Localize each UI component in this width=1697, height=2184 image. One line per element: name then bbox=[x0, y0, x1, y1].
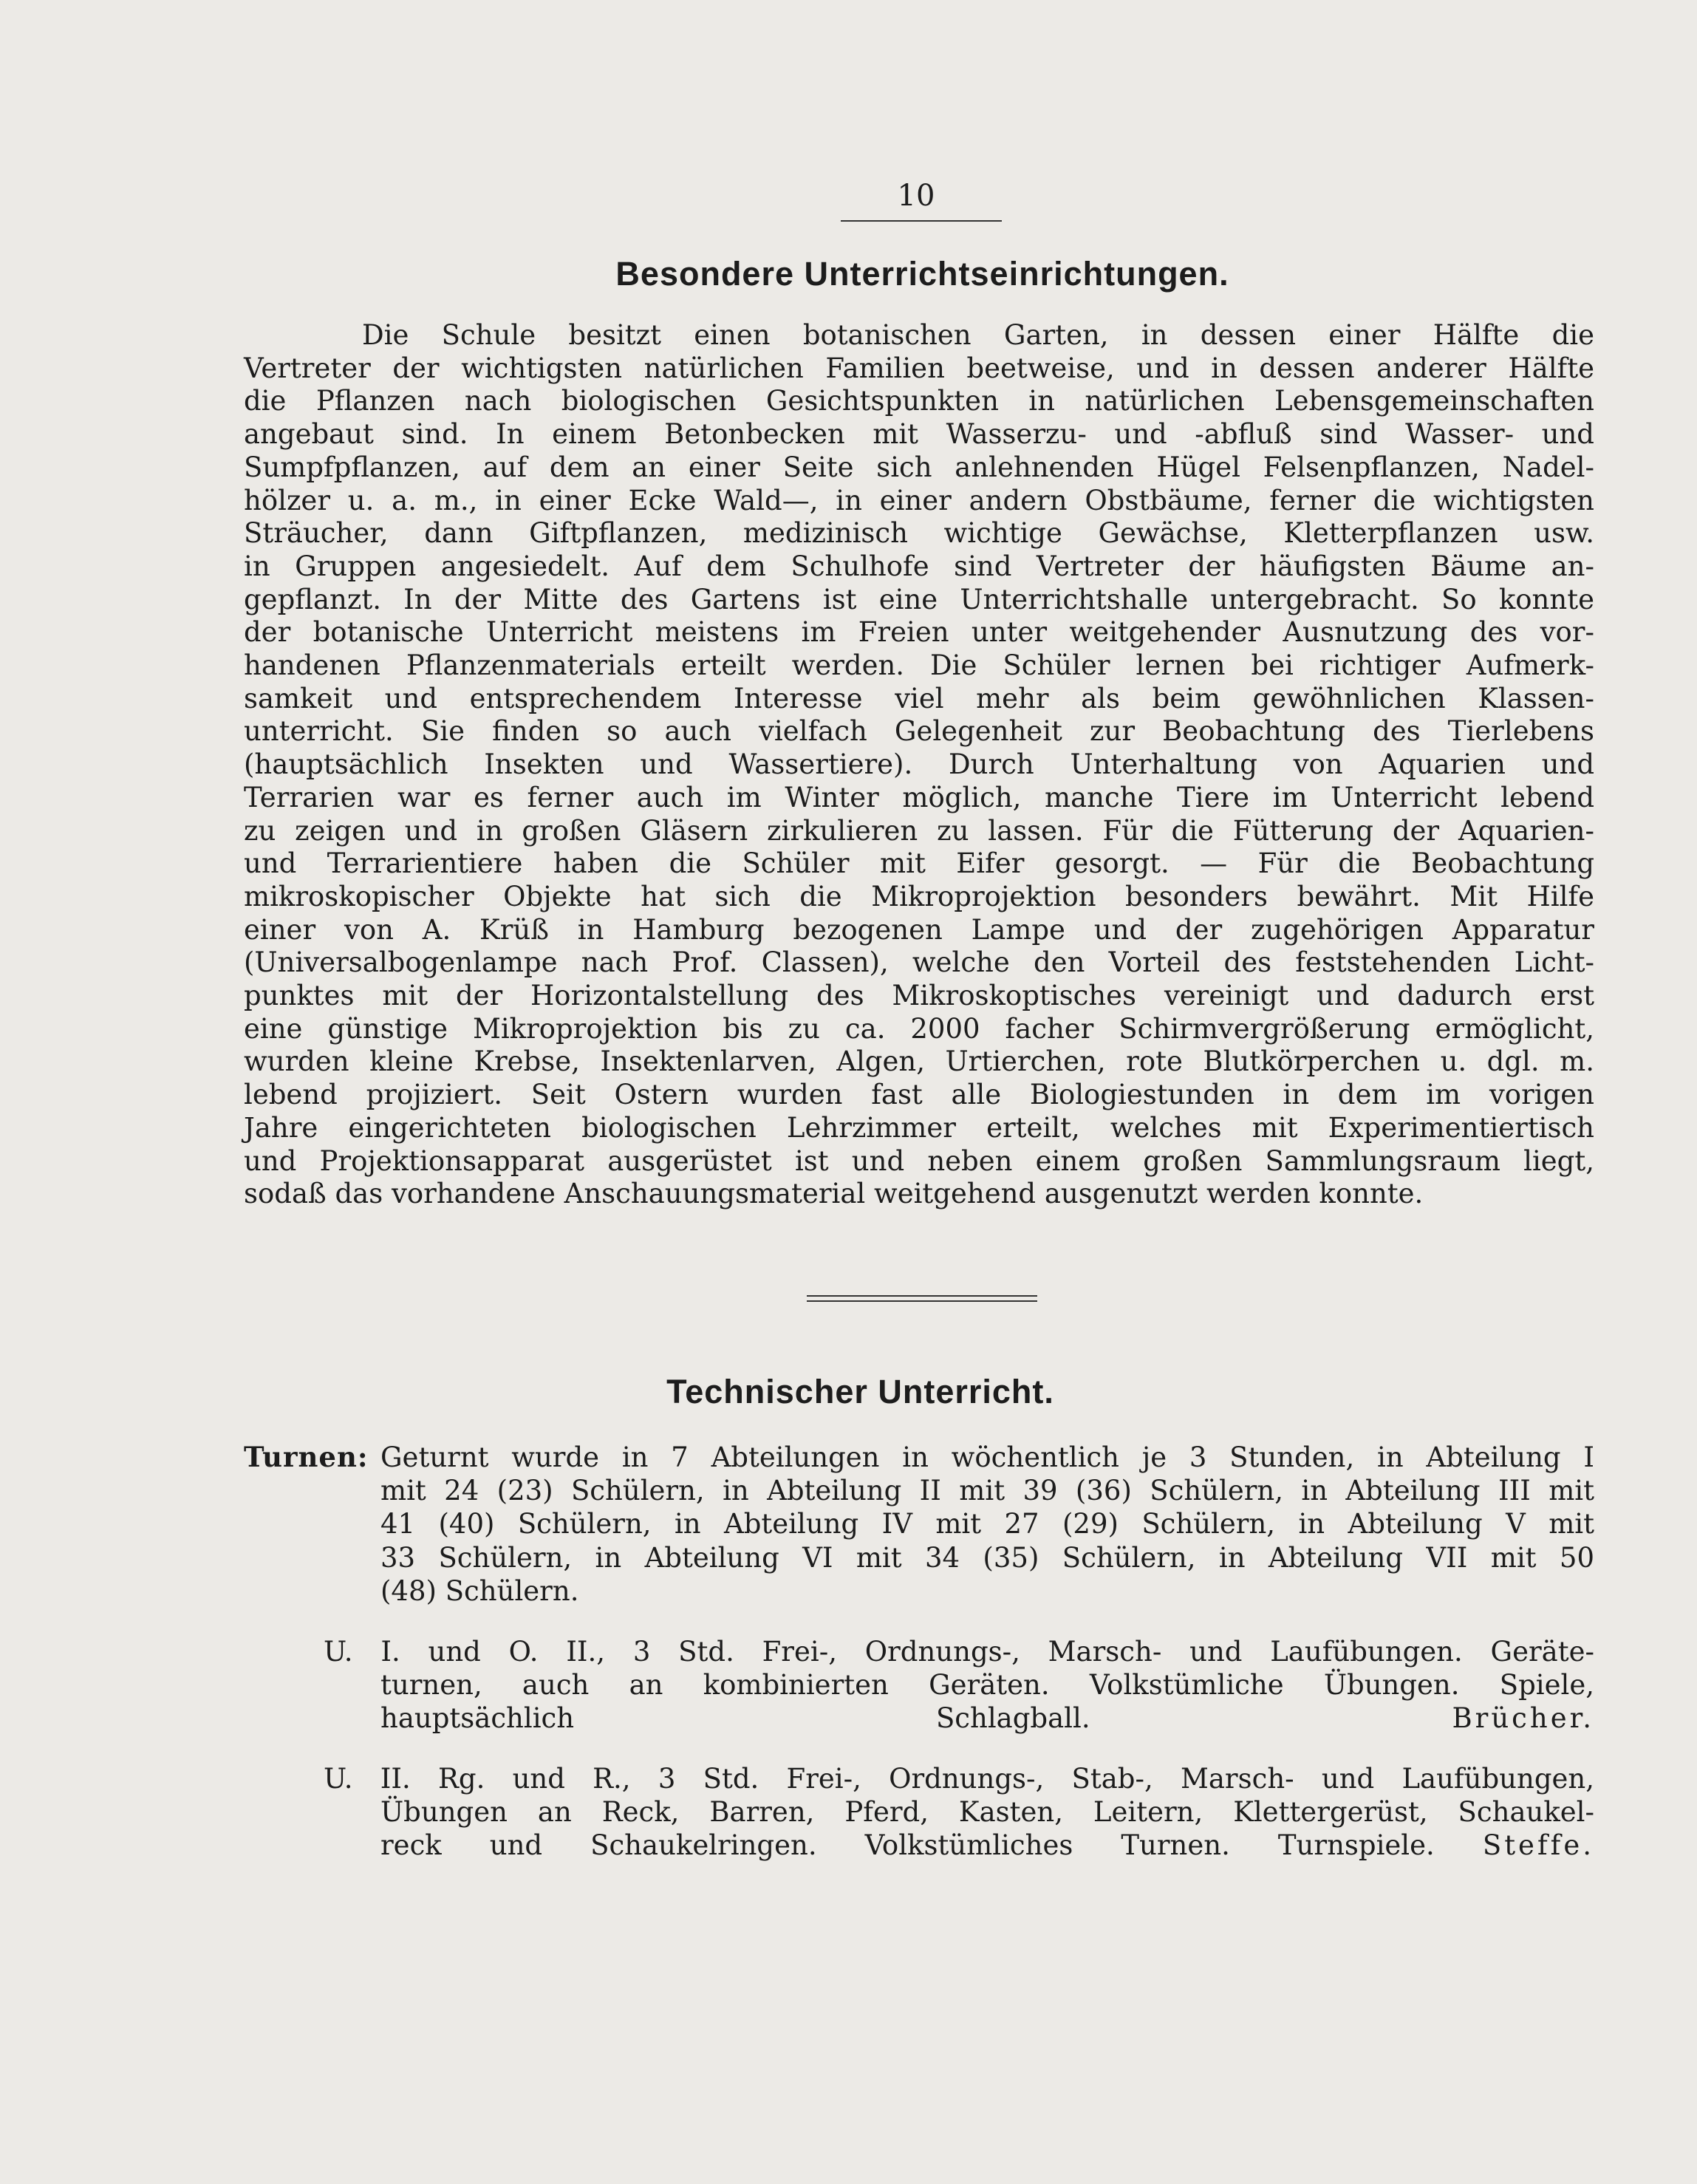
paragraph-line: Übungen an Reck, Barren, Pferd, Kasten, Leitern, Klettergerüst, Schaukel- bbox=[380, 1796, 1594, 1829]
paragraph-line-text: reck und Schaukelringen. Volkstümliches Turnen. Turnspiele. bbox=[380, 1829, 1435, 1862]
paragraph-line: und Projektionsapparat ausgerüstet ist und neben einem großen Sammlungsraum liegt, bbox=[244, 1144, 1594, 1177]
paragraph-line: mikroskopischer Objekte hat sich die Mikroprojektion besonders bewährt. Mit Hilfe bbox=[244, 880, 1594, 912]
paragraph-line: Geturnt wurde in 7 Abteilungen in wöchentlich je 3 Stunden, in Abteilung I bbox=[380, 1441, 1594, 1473]
paragraph-line: unterricht. Sie finden so auch vielfach Gelegenheit zur Beobachtung des Tierlebens bbox=[244, 715, 1594, 748]
paragraph-line: hölzer u. a. m., in einer Ecke Wald—, in einer andern Obstbäume, ferner die wichtigsten bbox=[244, 484, 1594, 516]
section-divider bbox=[807, 1295, 1037, 1302]
paragraph-line: zu zeigen und in großen Gläsern zirkulieren zu lassen. Für die Fütterung der Aquarien- bbox=[244, 814, 1594, 847]
paragraph-line: gepflanzt. In der Mitte des Gartens ist eine Unterrichtshalle untergebracht. So konnte bbox=[244, 583, 1594, 615]
teacher-name: Steffe. bbox=[1482, 1829, 1595, 1862]
paragraph-line: mit 24 (23) Schülern, in Abteilung II mit 39 (36) Schülern, in Abteilung III mit bbox=[380, 1475, 1594, 1507]
paragraph-line: angebaut sind. In einem Betonbecken mit Wasserzu- und -abfluß sind Wasser- und bbox=[244, 418, 1594, 451]
paragraph-line: sodaß das vorhandene Anschauungsmaterial weitgehend ausgenutzt werden konnte. bbox=[244, 1178, 1424, 1210]
teacher-name: Brücher. bbox=[1452, 1702, 1594, 1735]
paragraph-line: Terrarien war es ferner auch im Winter möglich, manche Tiere im Unterricht lebend bbox=[244, 781, 1594, 813]
paragraph-line: U. I. und O. II., 3 Std. Frei-, Ordnungs-, Marsch- und Laufübungen. Geräte- bbox=[324, 1636, 1594, 1668]
turnen-paragraph bbox=[380, 1441, 1594, 1608]
paragraph-line: Sumpfpflanzen, auf dem an einer Seite sich anlehnenden Hügel Felsenpflanzen, Nadel- bbox=[244, 451, 1594, 483]
paragraph-line: handenen Pflanzenmaterials erteilt werden. Die Schüler lernen bei richtiger Aufmerk- bbox=[244, 649, 1594, 682]
paragraph-line: und Terrarientiere haben die Schüler mit Eifer gesorgt. — Für die Beobachtung bbox=[244, 847, 1594, 880]
paragraph-line: Sträucher, dann Giftpflanzen, medizinisch wichtige Gewächse, Kletterpflanzen usw. bbox=[244, 517, 1594, 550]
paragraph-line: einer von A. Krüß in Hamburg bezogenen Lampe und der zugehörigen Apparatur bbox=[244, 913, 1594, 946]
paragraph-line: Vertreter der wichtigsten natürlichen Familien beetweise, und in dessen anderer Hälfte bbox=[244, 352, 1594, 384]
paragraph-line: eine günstige Mikroprojektion bis zu ca. 2000 facher Schirmvergrößerung ermöglicht, bbox=[244, 1012, 1594, 1045]
section-heading-technischer: Technischer Unterricht. bbox=[666, 1373, 1054, 1410]
paragraph-line: lebend projiziert. Seit Ostern wurden fast alle Biologiestunden in dem im vorigen bbox=[244, 1079, 1594, 1111]
paragraph-line: 33 Schülern, in Abteilung VI mit 34 (35) Schülern, in Abteilung VII mit 50 bbox=[380, 1541, 1594, 1574]
section-heading-besondere: Besondere Unterrichtseinrichtungen. bbox=[615, 255, 1229, 293]
paragraph-line: Jahre eingerichteten biologischen Lehrzimmer erteilt, welches mit Experimentiertisch bbox=[244, 1111, 1594, 1144]
paragraph-line: die Pflanzen nach biologischen Gesichtspunkten in natürlichen Lebensgemeinschaften bbox=[244, 385, 1594, 417]
paragraph-line: U. II. Rg. und R., 3 Std. Frei-, Ordnungs-, Stab-, Marsch- und Laufübungen, bbox=[324, 1763, 1594, 1795]
paragraph-line-text: hauptsächlich Schlagball. bbox=[380, 1702, 1090, 1735]
paragraph-line: 41 (40) Schülern, in Abteilung IV mit 27 (29) Schülern, in Abteilung V mit bbox=[380, 1508, 1594, 1540]
paragraph-line: der botanische Unterricht meistens im Freien unter weitgehender Ausnutzung des vor- bbox=[244, 616, 1594, 649]
paragraph-line: (48) Schülern. bbox=[380, 1574, 579, 1607]
section-paragraph-besondere bbox=[244, 319, 1594, 1211]
paragraph-line: samkeit und entsprechendem Interesse viel mehr als beim gewöhnlichen Klassen- bbox=[244, 682, 1594, 714]
paragraph-line: punktes mit der Horizontalstellung des Mikroskoptisches vereinigt und dadurch erst bbox=[244, 980, 1594, 1012]
paragraph-line: (hauptsächlich Insekten und Wassertiere). Durch Unterhaltung von Aquarien und bbox=[244, 748, 1594, 781]
turnen-class-block-2 bbox=[324, 1762, 1594, 1863]
turnen-class-block-1 bbox=[324, 1635, 1594, 1736]
header-rule bbox=[841, 220, 1002, 222]
turnen-label: Turnen: bbox=[244, 1441, 369, 1473]
paragraph-line: Die Schule besitzt einen botanischen Garten, in dessen einer Hälfte die bbox=[362, 319, 1594, 351]
paragraph-line: wurden kleine Krebse, Insektenlarven, Algen, Urtierchen, rote Blutkörperchen u. dgl. m. bbox=[244, 1045, 1594, 1078]
paragraph-line: in Gruppen angesiedelt. Auf dem Schulhofe sind Vertreter der häufigsten Bäume an- bbox=[244, 550, 1594, 582]
paragraph-line bbox=[324, 1829, 1594, 1862]
paragraph-line: turnen, auch an kombinierten Geräten. Volkstümliche Übungen. Spiele, bbox=[380, 1669, 1594, 1702]
page-number: 10 bbox=[897, 179, 935, 213]
paragraph-line: (Universalbogenlampe nach Prof. Classen), welche den Vorteil des feststehenden Licht- bbox=[244, 946, 1594, 979]
paragraph-line bbox=[324, 1702, 1594, 1735]
